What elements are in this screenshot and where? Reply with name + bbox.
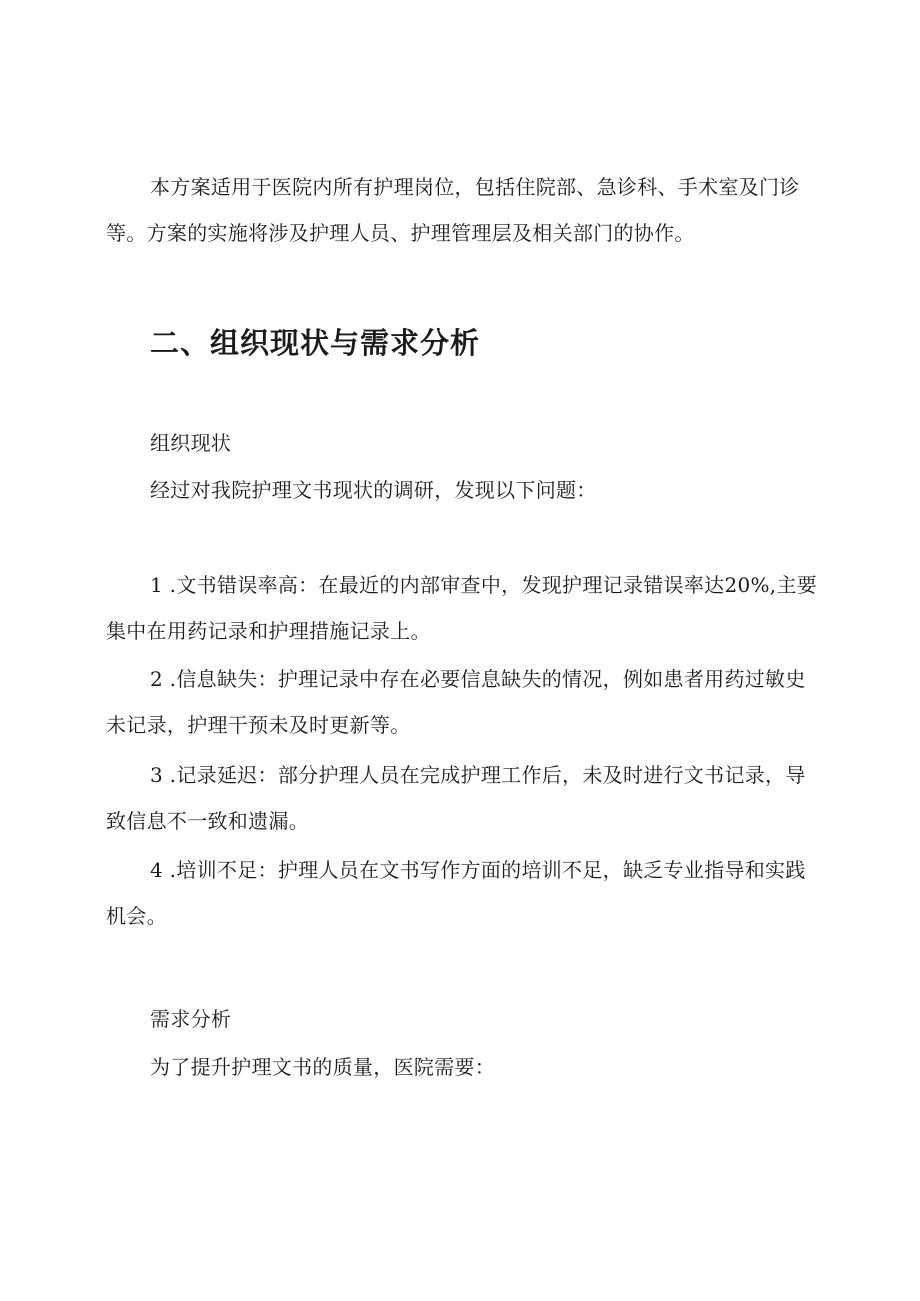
issue-item-3: 3 .记录延迟：部分护理人员在完成护理工作后，未及时进行文书记录，导致信息不一致和遗漏。	[106, 763, 806, 833]
status-intro: 经过对我院护理文书现状的调研，发现以下问题：	[150, 478, 597, 502]
section-heading: 二、组织现状与需求分析	[150, 326, 481, 360]
needs-title: 需求分析	[150, 1007, 232, 1031]
scope-paragraph: 本方案适用于医院内所有护理岗位，包括住院部、急诊科、手术室及门诊等。方案的实施将涉及护理人员、护理管理层及相关部门的协作。	[106, 175, 800, 245]
status-title: 组织现状	[150, 431, 232, 455]
needs-intro: 为了提升护理文书的质量，医院需要：	[150, 1055, 496, 1079]
issue-item-4: 4 .培训不足：护理人员在文书写作方面的培训不足，缺乏专业指导和实践机会。	[106, 858, 806, 928]
issue-item-2: 2 .信息缺失：护理记录中存在必要信息缺失的情况，例如患者用药过敏史未记录，护理干预未及时更新等。	[106, 667, 806, 737]
issue-item-1: 1 .文书错误率高：在最近的内部审查中，发现护理记录错误率达20%,主要集中在用药记录和护理措施记录上。	[106, 573, 818, 643]
